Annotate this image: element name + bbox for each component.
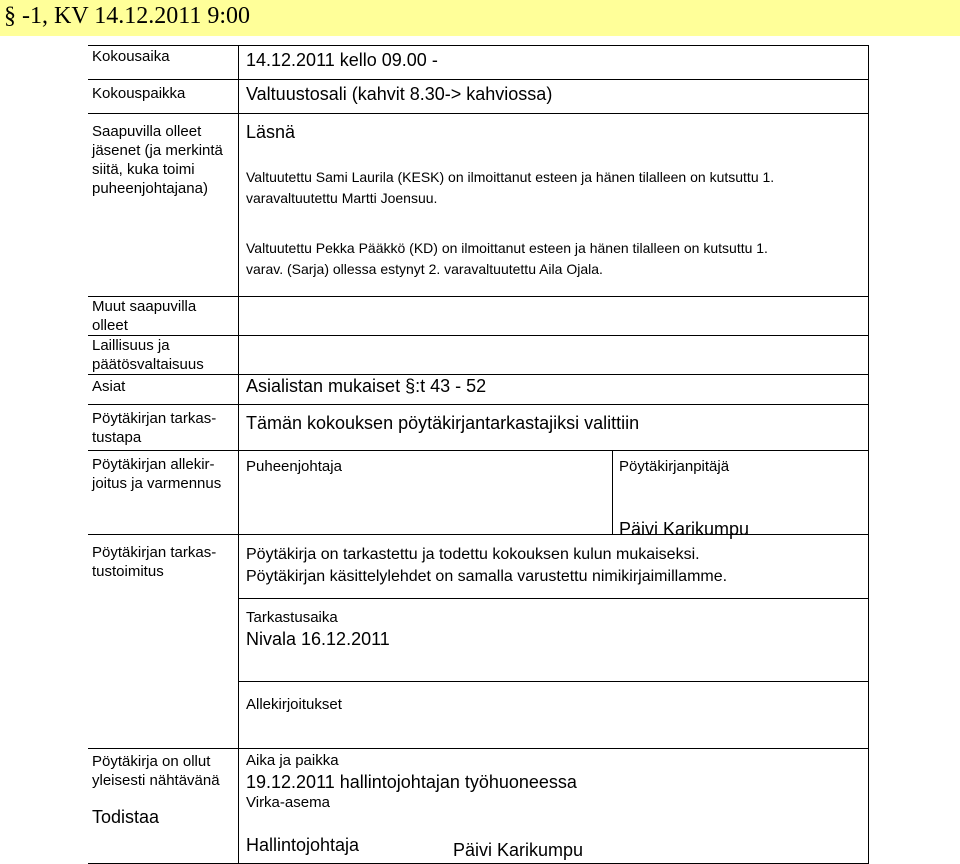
row-divider [88, 296, 869, 297]
label-kokouspaikka: Kokouspaikka [92, 85, 186, 102]
value-tarkastustapa: Tämän kokouksen pöytäkirjantarkastajiksi valittiin [246, 413, 640, 433]
note-paakko: Valtuutettu Pekka Pääkkö (KD) on ilmoittanut esteen ja hänen tilalleen on kutsuttu 1. varav. (Sarja) ollessa estynyt 2. varavaltuutettu Aila Ojala. [246, 240, 768, 277]
column-divider [612, 450, 613, 534]
poytakirjanpitaja-name: Päivi Karikumpu [619, 519, 750, 539]
label-saapuvilla: Saapuvilla olleet jäsenet (ja merkintä siitä, kuka toimi puheenjohtajana) [92, 123, 223, 197]
virka-asema-label: Virka-asema [246, 794, 330, 811]
virka-asema-value: Hallintojohtaja [246, 835, 360, 855]
tarkastusaika-label: Tarkastusaika [246, 609, 338, 626]
label-tarkastustapa: Pöytäkirjan tarkas- tustapa [92, 410, 217, 446]
row-divider [88, 79, 869, 80]
label-tarkastustoimitus: Pöytäkirjan tarkas- tustoimitus [92, 544, 217, 580]
aika-paikka-label: Aika ja paikka [246, 752, 339, 769]
row-divider [88, 335, 869, 336]
aika-paikka-value: 19.12.2011 hallintojohtajan työhuoneessa [246, 772, 577, 792]
label-allekirjoitus: Pöytäkirjan allekir- joitus ja varmennus [92, 456, 222, 492]
puheenjohtaja-label: Puheenjohtaja [246, 458, 342, 475]
row-divider [88, 45, 869, 46]
label-laillisuus: Laillisuus ja päätösvaltaisuus [92, 337, 204, 373]
row-divider [88, 404, 869, 405]
column-divider [238, 46, 239, 863]
heading-lasna: Läsnä [246, 122, 296, 142]
signer-name: Päivi Karikumpu [453, 840, 584, 860]
column-divider [868, 46, 869, 863]
row-divider [88, 450, 869, 451]
row-divider [88, 748, 869, 749]
value-kokouspaikka: Valtuustosali (kahvit 8.30-> kahviossa) [246, 84, 553, 104]
value-kokousaika: 14.12.2011 kello 09.00 - [246, 50, 438, 70]
row-divider [238, 681, 869, 682]
label-muut-saapuvilla: Muut saapuvilla olleet [92, 298, 197, 334]
value-asiat: Asialistan mukaiset §:t 43 - 52 [246, 376, 487, 396]
label-asiat: Asiat [92, 378, 126, 395]
note-laurila: Valtuutettu Sami Laurila (KESK) on ilmoittanut esteen ja hänen tilalleen on kutsuttu 1. varavaltuutettu Martti Joensuu. [246, 169, 775, 206]
label-nahtavana: Pöytäkirja on ollut yleisesti nähtävänä [92, 753, 220, 789]
row-divider [88, 374, 869, 375]
todistaa-label: Todistaa [92, 807, 160, 827]
allekirjoitukset-label: Allekirjoitukset [246, 696, 342, 713]
tarkastustoimitus-text: Pöytäkirja on tarkastettu ja todettu kokouksen kulun mukaiseksi. Pöytäkirjan käsittelylehdet on samalla varustettu nimikirjaimillamme. [246, 546, 728, 585]
row-divider [88, 534, 869, 535]
row-divider [238, 598, 869, 599]
label-kokousaika: Kokousaika [92, 48, 170, 65]
tarkastusaika-value: Nivala 16.12.2011 [246, 629, 390, 649]
section-title: § -1, KV 14.12.2011 9:00 [4, 3, 250, 29]
poytakirjanpitaja-label: Pöytäkirjanpitäjä [619, 458, 730, 475]
row-divider [88, 113, 869, 114]
